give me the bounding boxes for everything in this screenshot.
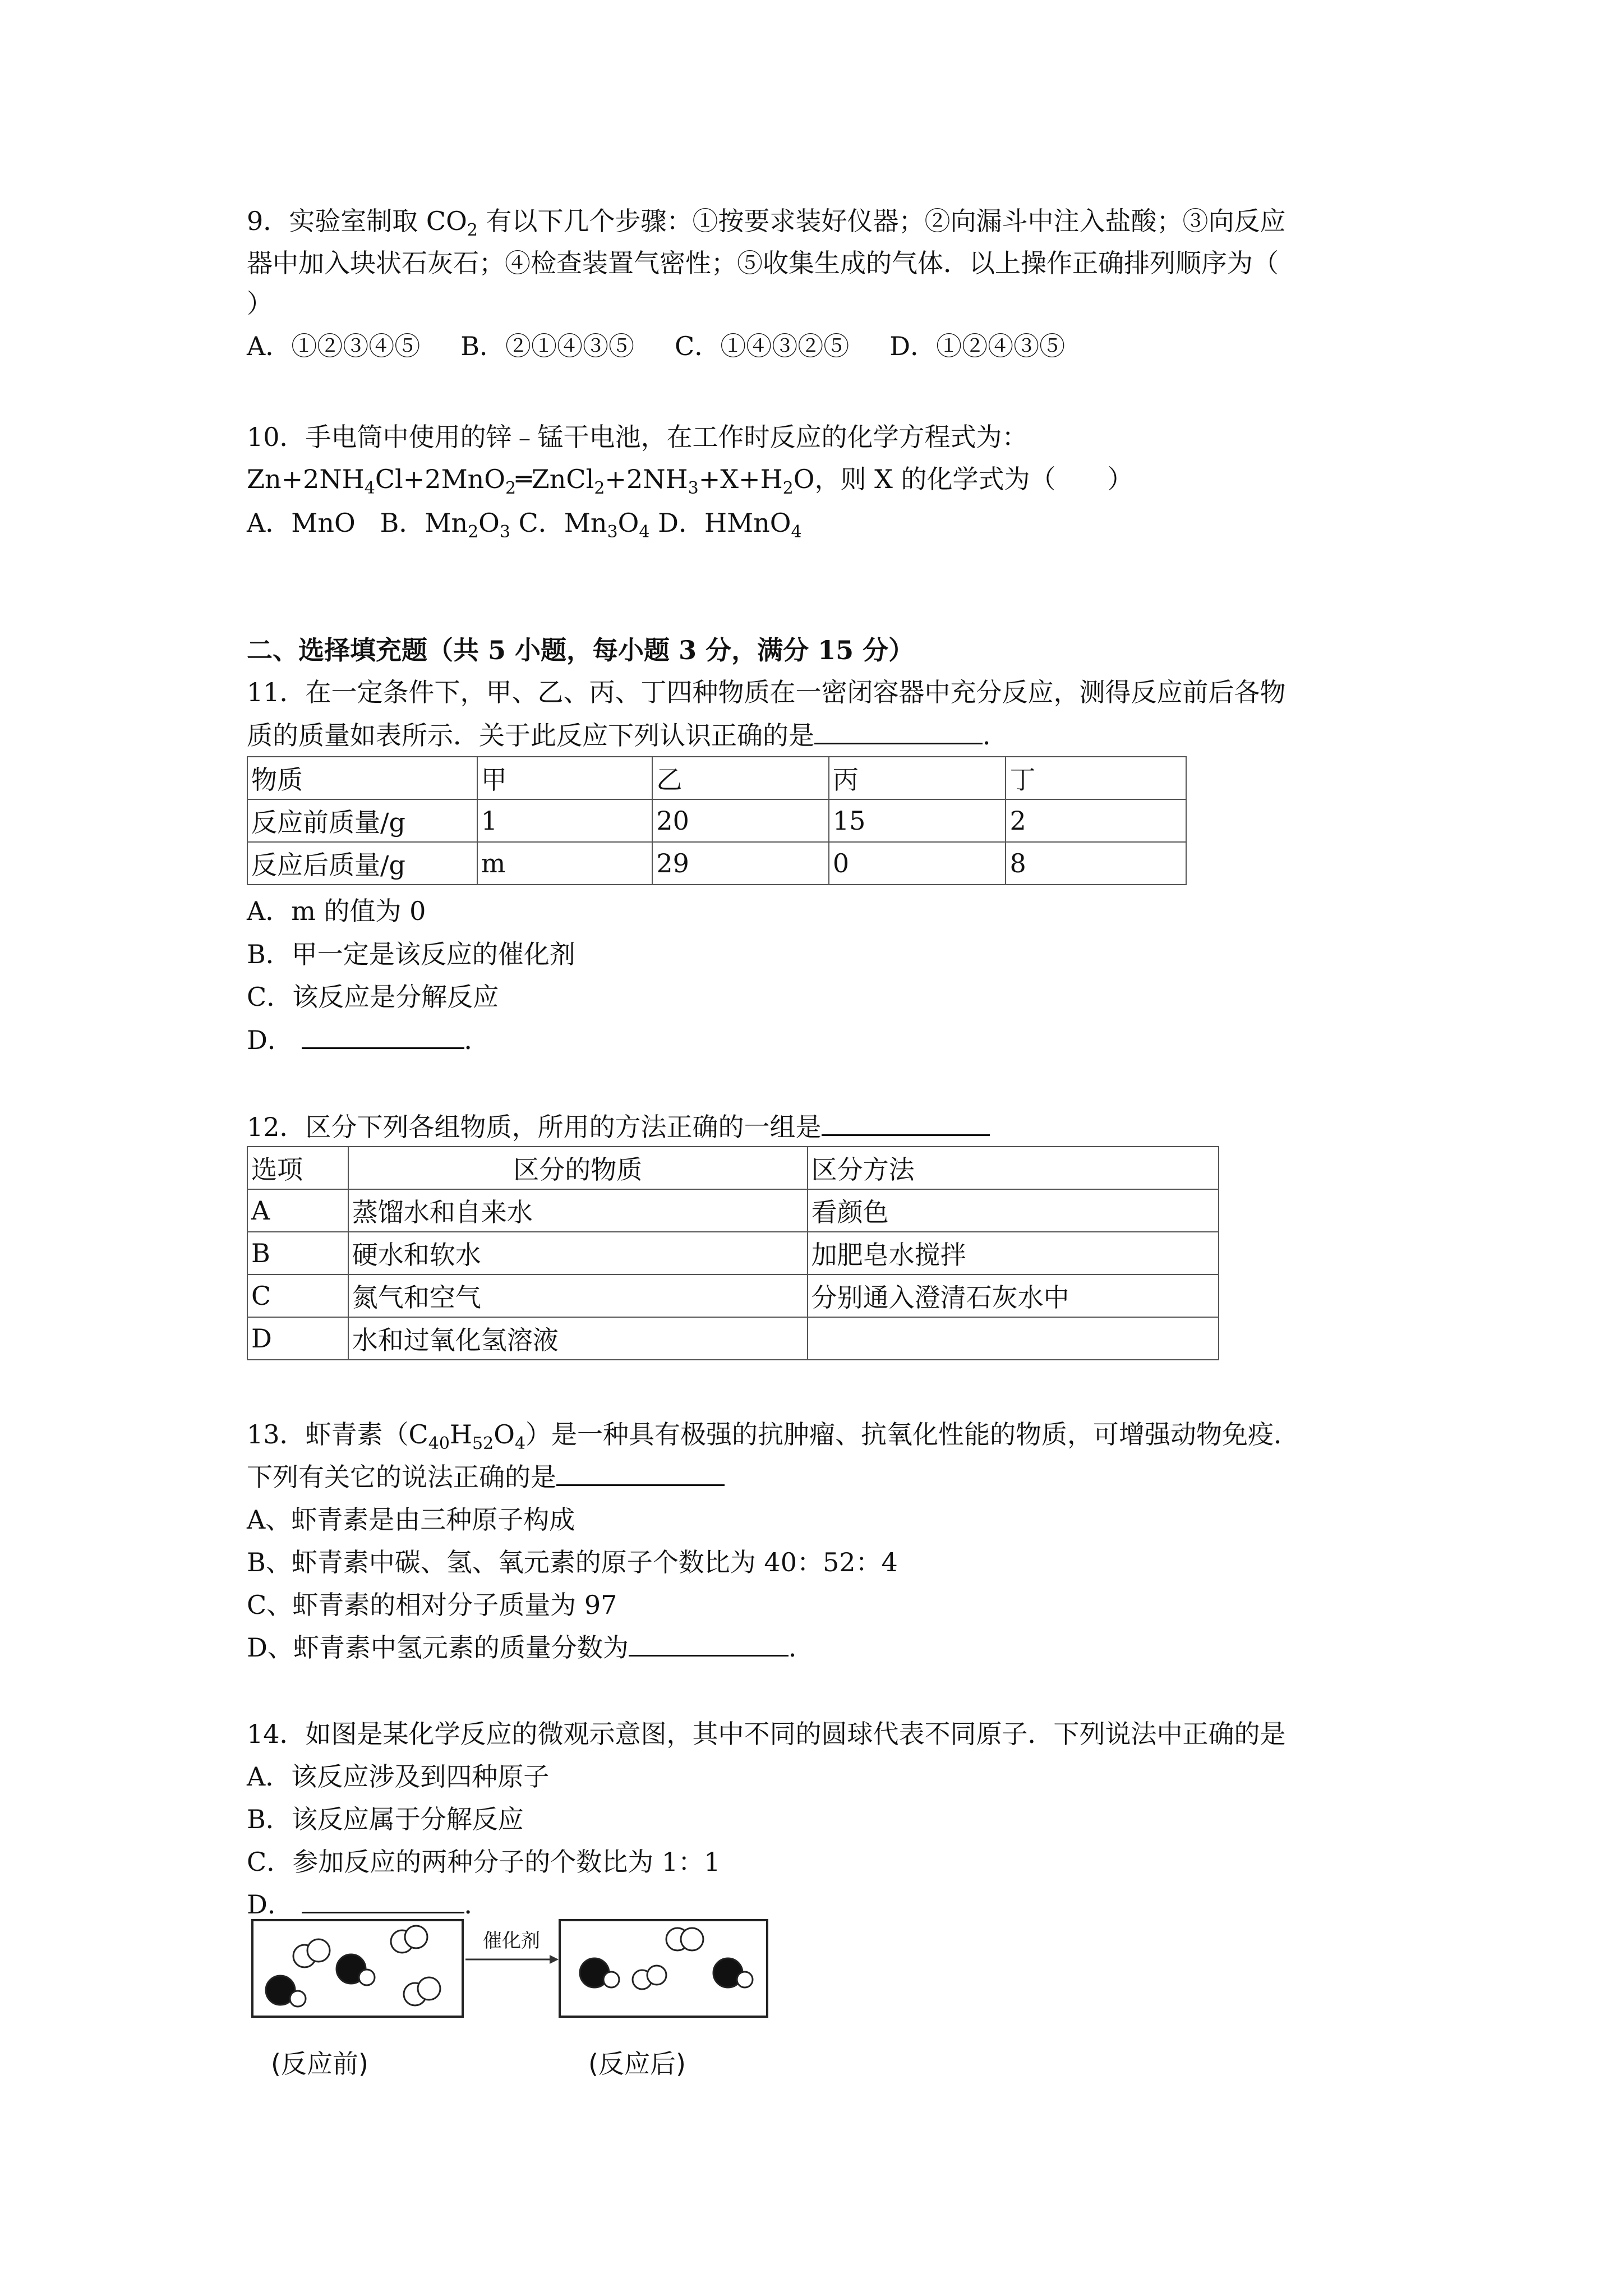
q11-stem: 质的质量如表所示．关于此反应下列认识正确的是 bbox=[247, 720, 814, 751]
q9-line3: ） bbox=[247, 288, 273, 319]
q9-line1 bbox=[247, 199, 1402, 243]
q14-option-c: C．参加反应的两种分子的个数比为 1：1 bbox=[247, 1847, 721, 1877]
table-cell bbox=[808, 1317, 1219, 1360]
eq-part: ═ZnCl bbox=[516, 464, 594, 494]
table-cell: 区分的物质 bbox=[348, 1147, 808, 1189]
table-cell: 硬水和软水 bbox=[348, 1232, 808, 1274]
answer-blank bbox=[814, 720, 983, 744]
table-cell: 选项 bbox=[247, 1147, 348, 1189]
table-cell: 水和过氧化氢溶液 bbox=[348, 1317, 808, 1360]
q11-option-b: B．甲一定是该反应的催化剂 bbox=[247, 939, 575, 969]
table-row bbox=[247, 799, 1186, 842]
answer-blank bbox=[302, 1025, 464, 1049]
table-row bbox=[247, 1274, 1219, 1317]
q11-option-c: C．该反应是分解反应 bbox=[247, 982, 499, 1012]
table-row bbox=[247, 1147, 1219, 1189]
q11-line1: 11．在一定条件下，甲、乙、丙、丁四种物质在一密闭容器中充分反应，测得反应前后各物 bbox=[247, 677, 1286, 707]
table-cell: 1 bbox=[477, 799, 653, 842]
q14-line1: 14．如图是某化学反应的微观示意图，其中不同的圆球代表不同原子．下列说法中正确的是 bbox=[247, 1719, 1286, 1749]
q13-sub: 4 bbox=[514, 1434, 526, 1453]
q10-option-a: A．MnO bbox=[247, 508, 356, 538]
q13-line2 bbox=[247, 1455, 1402, 1499]
table-cell: B bbox=[247, 1232, 348, 1274]
q14-d-label: D． bbox=[247, 1889, 293, 1920]
q13-d-period: ． bbox=[788, 1632, 814, 1663]
q13-option-b: B、虾青素中碳、氢、氧元素的原子个数比为 40：52：4 bbox=[247, 1547, 898, 1577]
opt-sub: 2 bbox=[468, 522, 479, 542]
q13-sub: 40 bbox=[428, 1434, 450, 1453]
answer-blank bbox=[629, 1632, 789, 1657]
q9-options bbox=[247, 324, 1402, 368]
q13-text-a: 13．虾青素（C bbox=[247, 1419, 428, 1450]
table-cell: 20 bbox=[652, 799, 829, 842]
eq-part: Zn+2NH bbox=[247, 464, 365, 494]
q13-line1 bbox=[247, 1412, 1402, 1456]
table-cell: 甲 bbox=[477, 757, 653, 799]
before-label: (反应前) bbox=[271, 2049, 368, 2079]
q13-sub: 52 bbox=[472, 1434, 494, 1453]
q9-option-c: C．①④③②⑤ bbox=[675, 331, 850, 361]
eq-sub: 3 bbox=[688, 478, 699, 498]
table-cell: 蒸馏水和自来水 bbox=[348, 1189, 808, 1232]
table-row bbox=[247, 1317, 1219, 1360]
table-cell: C bbox=[247, 1274, 348, 1317]
table-cell: 加肥皂水搅拌 bbox=[808, 1232, 1219, 1274]
table-row bbox=[247, 1189, 1219, 1232]
q10-equation bbox=[247, 457, 1402, 501]
q12-line1 bbox=[247, 1105, 1402, 1149]
table-cell: m bbox=[477, 842, 653, 885]
q13-stem: 下列有关它的说法正确的是 bbox=[247, 1462, 556, 1492]
q9-text-b: 有以下几个步骤：①按要求装好仪器；②向漏斗中注入盐酸；③向反应 bbox=[477, 206, 1286, 236]
table-row bbox=[247, 842, 1186, 885]
q13-text-b: ）是一种具有极强的抗肿瘤、抗氧化性能的物质，可增强动物免疫． bbox=[525, 1419, 1300, 1450]
table-cell: 15 bbox=[829, 799, 1006, 842]
after-label: (反应后) bbox=[588, 2049, 686, 2079]
q13-text: O bbox=[494, 1419, 515, 1450]
q9-option-a: A．①②③④⑤ bbox=[247, 331, 421, 361]
table-cell: 8 bbox=[1006, 842, 1186, 885]
q11-option-d bbox=[247, 1018, 1402, 1062]
reaction-diagram bbox=[247, 1910, 774, 2095]
q11-table bbox=[247, 756, 1187, 885]
arrow-head bbox=[550, 1955, 559, 1964]
table-cell: 区分方法 bbox=[808, 1147, 1219, 1189]
q11-period: ． bbox=[983, 720, 1008, 751]
opt-sub: 3 bbox=[499, 522, 510, 542]
q13-text: H bbox=[449, 1419, 473, 1450]
table-cell: 反应后质量/g bbox=[247, 842, 477, 885]
q12-stem: 12．区分下列各组物质，所用的方法正确的一组是 bbox=[247, 1112, 822, 1142]
q12-table bbox=[247, 1146, 1219, 1360]
table-cell: 物质 bbox=[247, 757, 477, 799]
section-heading: 二、选择填充题（共 5 小题，每小题 3 分，满分 15 分） bbox=[247, 635, 915, 665]
table-cell: 丙 bbox=[829, 757, 1006, 799]
eq-sub: 2 bbox=[782, 478, 794, 498]
q10-line1: 10．手电筒中使用的锌﹣锰干电池，在工作时反应的化学方程式为： bbox=[247, 422, 1028, 452]
table-cell: A bbox=[247, 1189, 348, 1232]
q10-option-c: C．Mn bbox=[518, 508, 607, 538]
eq-sub: 4 bbox=[364, 478, 375, 498]
q10-options bbox=[247, 501, 1402, 545]
eq-part: +X+H bbox=[698, 464, 783, 494]
opt-sub: 4 bbox=[639, 522, 650, 542]
table-cell: 分别通入澄清石灰水中 bbox=[808, 1274, 1219, 1317]
q14-option-b: B．该反应属于分解反应 bbox=[247, 1804, 524, 1834]
opt-sub: 3 bbox=[607, 522, 618, 542]
q9-option-d: D．①②④③⑤ bbox=[889, 331, 1066, 361]
answer-blank bbox=[556, 1462, 725, 1486]
opt-part: O bbox=[617, 508, 639, 538]
q13-d-label: D、虾青素中氢元素的质量分数为 bbox=[247, 1632, 629, 1663]
table-row bbox=[247, 1232, 1219, 1274]
table-cell: 29 bbox=[652, 842, 829, 885]
eq-part: +2NH bbox=[605, 464, 688, 494]
q9-option-b: B．②①④③⑤ bbox=[460, 331, 635, 361]
eq-part: O，则 X 的化学式为（ ） bbox=[793, 464, 1133, 494]
eq-part: Cl+2MnO bbox=[375, 464, 506, 494]
opt-part: O bbox=[478, 508, 500, 538]
q10-option-d: D．HMnO bbox=[658, 508, 791, 538]
table-cell: 2 bbox=[1006, 799, 1186, 842]
q11-option-a: A．m 的值为 0 bbox=[247, 896, 426, 926]
q11-d-period: ． bbox=[464, 1025, 490, 1055]
q14-d-period: ． bbox=[464, 1889, 490, 1920]
q13-option-a: A、虾青素是由三种原子构成 bbox=[247, 1504, 575, 1535]
q9-line2: 器中加入块状石灰石；④检查装置气密性；⑤收集生成的气体．以上操作正确排列顺序为（ bbox=[247, 248, 1279, 278]
q9-subscript: 2 bbox=[467, 220, 478, 240]
eq-sub: 2 bbox=[594, 478, 605, 498]
q13-option-c: C、虾青素的相对分子质量为 97 bbox=[247, 1590, 617, 1620]
q9-text-a: 9．实验室制取 CO bbox=[247, 206, 467, 236]
q11-line2 bbox=[247, 714, 1402, 757]
table-cell: 丁 bbox=[1006, 757, 1186, 799]
q13-option-d bbox=[247, 1626, 1402, 1669]
table-cell: 反应前质量/g bbox=[247, 799, 477, 842]
catalyst-label: 催化剂 bbox=[483, 1930, 540, 1952]
table-cell: 氮气和空气 bbox=[348, 1274, 808, 1317]
table-cell: 看颜色 bbox=[808, 1189, 1219, 1232]
q11-d-label: D． bbox=[247, 1025, 293, 1055]
table-cell: 0 bbox=[829, 842, 1006, 885]
table-row bbox=[247, 757, 1186, 799]
q10-option-b: B．Mn bbox=[380, 508, 468, 538]
opt-sub: 4 bbox=[791, 522, 802, 542]
table-cell: 乙 bbox=[652, 757, 829, 799]
eq-sub: 2 bbox=[505, 478, 517, 498]
q14-option-a: A．该反应涉及到四种原子 bbox=[247, 1761, 550, 1792]
answer-blank bbox=[822, 1112, 990, 1136]
table-cell: D bbox=[247, 1317, 348, 1360]
